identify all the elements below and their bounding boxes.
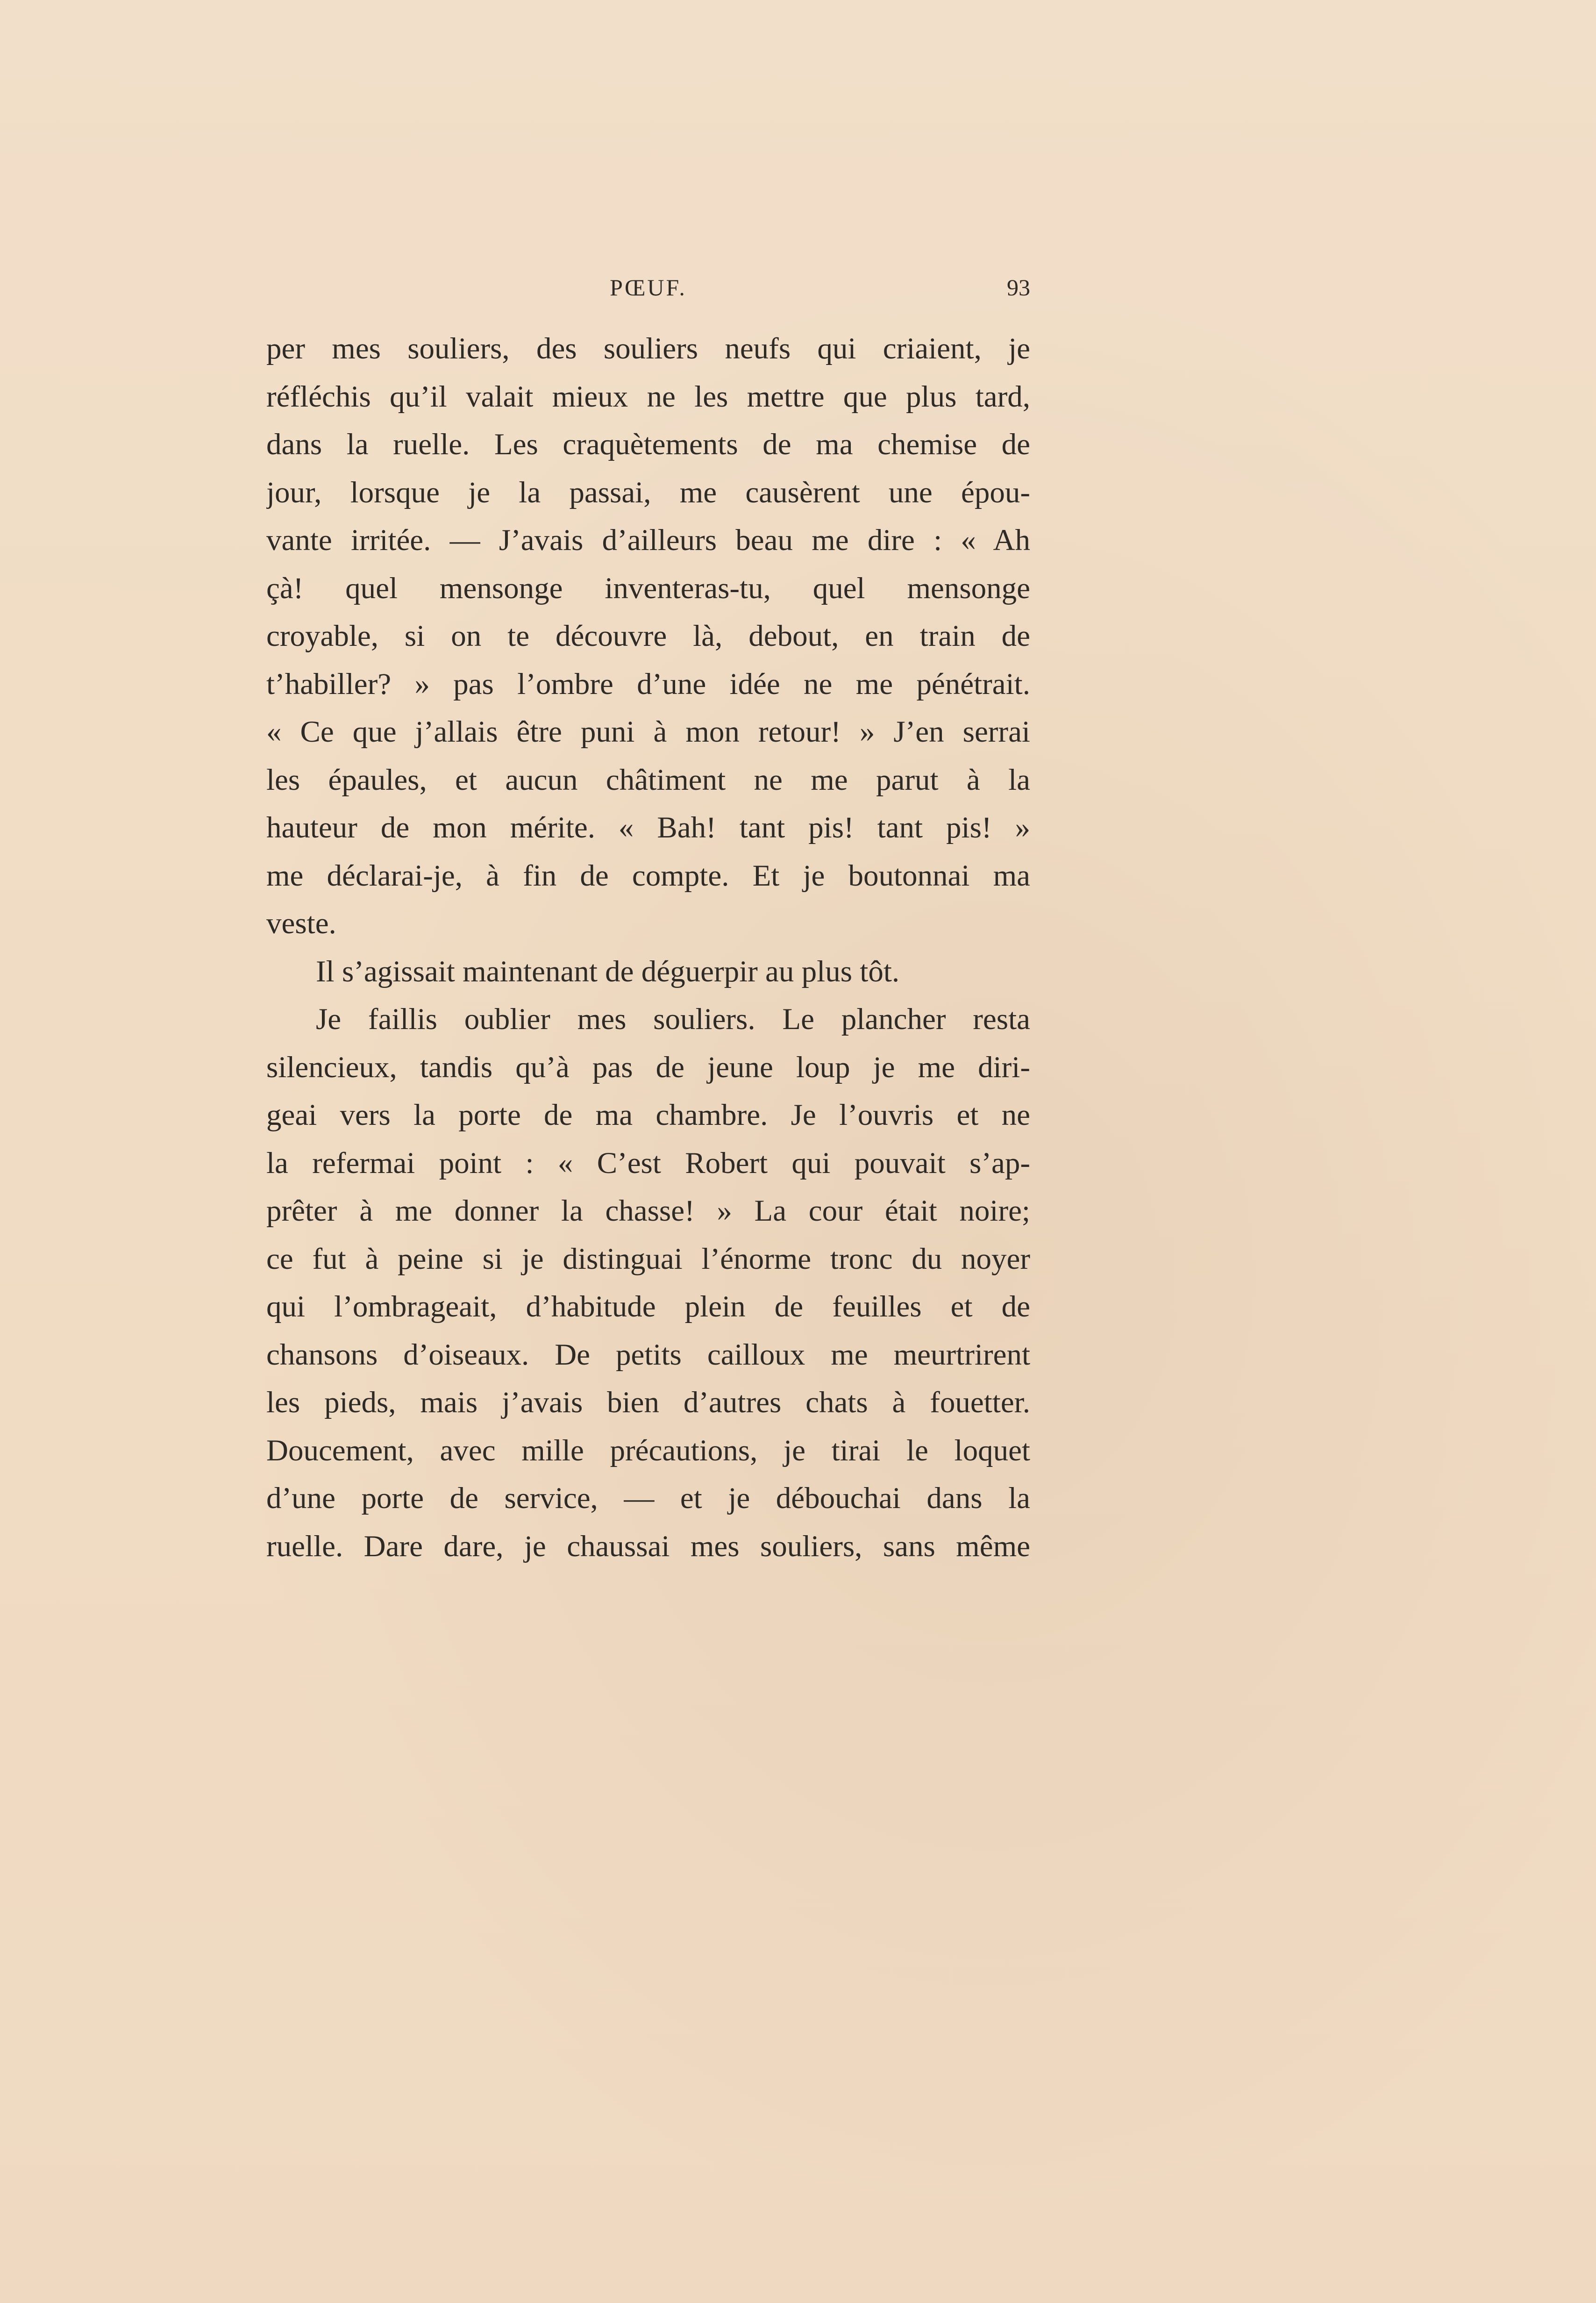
body-text — [266, 325, 1030, 1570]
text-line: ruelle. Dare dare, je chaussai mes souliers, sans même — [266, 1529, 1030, 1563]
text-line: veste. — [266, 907, 336, 940]
page-number: 93 — [1007, 274, 1030, 300]
text-line: d’une porte de service, — et je débouchai dans la — [266, 1481, 1030, 1515]
running-title: PŒUF. — [610, 274, 687, 300]
text-line: t’habiller? » pas l’ombre d’une idée ne me pénétrait. — [266, 667, 1030, 701]
text-line: dans la ruelle. Les craquètements de ma chemise de — [266, 428, 1030, 461]
text-line: réfléchis qu’il valait mieux ne les mettre que plus tard, — [266, 379, 1030, 414]
running-head — [266, 271, 1030, 304]
text-line: les épaules, et aucun châtiment ne me parut à la — [266, 763, 1030, 797]
text-line: les pieds, mais j’avais bien d’autres chats à fouetter. — [266, 1386, 1030, 1419]
text-line: qui l’ombrageait, d’habitude plein de feuilles et de — [266, 1290, 1030, 1323]
text-line: vante irritée. — J’avais d’ailleurs beau me dire : « Ah — [266, 523, 1030, 557]
text-line: çà! quel mensonge inventeras-tu, quel mensonge — [266, 571, 1030, 605]
paragraph-first-line: Il s’agissait maintenant de déguerpir au plus tôt. — [316, 954, 900, 988]
text-line: ce fut à peine si je distinguai l’énorme tronc du noyer — [266, 1242, 1030, 1276]
text-line: per mes souliers, des souliers neufs qui criaient, je — [266, 332, 1030, 365]
text-line: silencieux, tandis qu’à pas de jeune loup je me diri- — [266, 1050, 1030, 1084]
text-line: chansons d’oiseaux. De petits cailloux me meurtrirent — [266, 1337, 1030, 1372]
text-line: jour, lorsque je la passai, me causèrent une épou- — [266, 475, 1030, 509]
text-line: geai vers la porte de ma chambre. Je l’ouvris et ne — [266, 1098, 1030, 1132]
text-line: hauteur de mon mérite. « Bah! tant pis! tant pis! » — [266, 811, 1030, 844]
text-line: me déclarai-je, à fin de compte. Et je boutonnai ma — [266, 858, 1030, 893]
text-line: la refermai point : « C’est Robert qui pouvait s’ap- — [266, 1146, 1030, 1180]
text-line: Doucement, avec mille précautions, je tirai le loquet — [266, 1433, 1030, 1467]
text-line: croyable, si on te découvre là, debout, en train de — [266, 619, 1030, 653]
text-line: prêter à me donner la chasse! » La cour était noire; — [266, 1194, 1030, 1228]
text-line: « Ce que j’allais être puni à mon retour! » J’en serrai — [266, 715, 1030, 749]
paragraph-first-line: Je faillis oublier mes souliers. Le plancher resta — [316, 1002, 1030, 1036]
